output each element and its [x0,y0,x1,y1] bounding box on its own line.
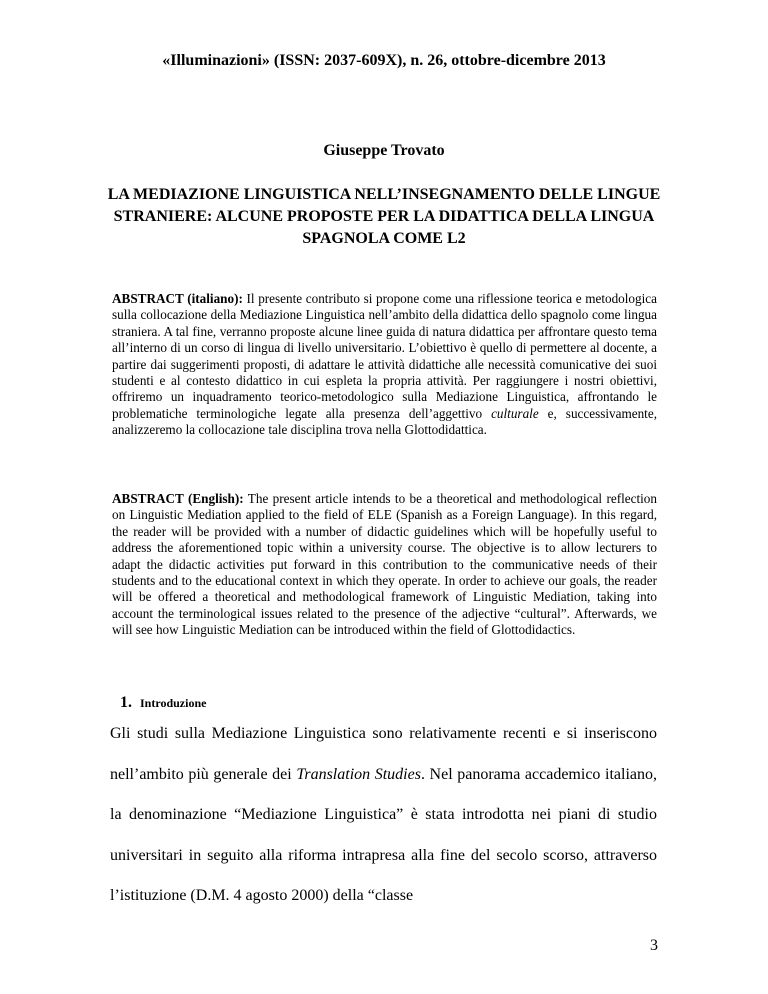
journal-header: «Illuminazioni» (ISSN: 2037-609X), n. 26, ottobre-dicembre 2013 [162,52,606,69]
article-title: LA MEDIAZIONE LINGUISTICA NELL’INSEGNAMENTO DELLE LINGUE STRANIERE: ALCUNE PROPOSTE PER LA DIDATTICA DELLA LINGUA SPAGNOLA COME L2 [107,186,661,247]
author-name: Giuseppe Trovato [323,142,445,159]
body-italic-term: Translation Studies [296,765,421,783]
abstract-italian-italic-word: culturale [491,405,539,421]
abstract-english [112,491,657,639]
section-number: 1. [120,694,132,711]
abstract-english-text: The present article intends to be a theoretical and methodological reflection on Linguistic Mediation applied to the field of ELE (Spanish as a Foreign Language). In this regard, the reader will be provided with a number of didactic guidelines which will be hopefully useful to address the aforementioned topic within a university course. The objective is to allow lecturers to adapt the didactic activities put forward in this contribution to the communicative needs of their students and to the educational context in which they operate. In order to achieve our goals, the reader will be offered a theoretical and methodological framework of Linguistic Mediation, taking into account the terminological issues related to the presence of the adjective “cultural”. Afterwards, we will see how Linguistic Mediation can be introduced within the field of Glottodidactics. [112,491,657,638]
body-text-start: Gli studi sulla Mediazione Linguistica sono relativamente recenti e si inseriscono nell’ambito più generale dei [110,725,657,783]
body-paragraph [110,714,657,917]
abstract-english-label: ABSTRACT (English): [112,491,244,506]
abstract-italian-text-end: e, successivamente, analizzeremo la collocazione tale disciplina trova nella Glottodidattica. [112,405,657,438]
section-title: Introduzione [140,696,207,710]
abstract-italian-text: Il presente contributo si propone come una riflessione teorica e metodologica sulla collocazione della Mediazione Linguistica nell’ambito della didattica dello spagnolo come lingua straniera. A tal fine, verranno proposte alcune linee guida di natura didattica per affrontare questo tema all’interno di un corso di lingua di livello universitario. L’obiettivo è quello di permettere al docente, a partire dai suggerimenti proposti, di adattare le attività didattiche alle necessità comunicative dei suoi studenti e al contesto didattico in cui espleta la propria attività. Per raggiungere i nostri obiettivi, offriremo un inquadramento teorico-metodologico sulla Mediazione Linguistica, affrontando le problematiche terminologiche legate alla presenza dell’aggettivo [112,291,657,421]
section-heading [120,694,206,712]
abstract-italian [112,291,657,439]
abstract-italian-label: ABSTRACT (italiano): [112,291,243,306]
page-number: 3 [650,937,658,954]
body-text-end: . Nel panorama accademico italiano, la denominazione “Mediazione Linguistica” è stata introdotta nei piani di studio universitari in seguito alla riforma intrapresa alla fine del secolo scorso, attraverso l’istituzione (D.M. 4 agosto 2000) della “classe [110,765,657,905]
